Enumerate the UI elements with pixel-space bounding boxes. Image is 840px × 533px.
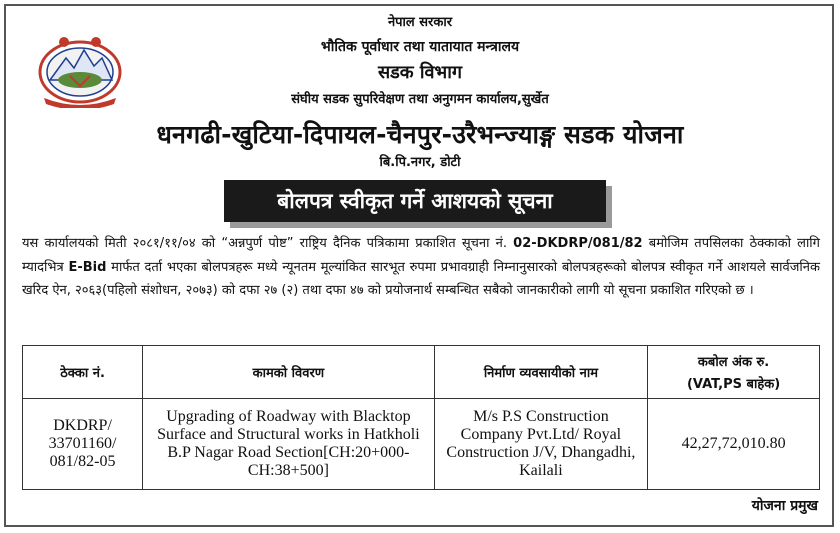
notice-body-part1: यस कार्यालयको मिती २०८१/११/०४ को “अन्नपुर्ण पोष्ट” राष्ट्रिय दैनिक पत्रिकामा प्रकाशित सूचना नं. <box>22 236 514 251</box>
header-amount-note: (VAT,PS बाहेक) <box>686 377 781 392</box>
office-name: संघीय सडक सुपरिवेक्षण तथा अनुगमन कार्यालय,सुर्खेत <box>291 92 549 107</box>
signature-title: योजना प्रमुख <box>751 498 818 514</box>
cell-description: Upgrading of Roadway with Blacktop Surface and Structural works in Hatkholi B.P Nagar Road Section[CH:20+000-CH:38+500] <box>143 399 435 490</box>
table-row <box>23 399 820 490</box>
header-contractor: निर्माण व्यवसायीको नाम <box>434 346 647 399</box>
notice-title-banner: बोलपत्र स्वीकृत गर्ने आशयको सूचना <box>224 180 606 222</box>
notice-body-part2: बमोजिम तपसिलका ठेक्काको लागि म्यादभित्र <box>22 236 820 275</box>
government-name: नेपाल सरकार <box>387 15 453 30</box>
award-table <box>22 345 820 490</box>
header-amount-label: कबोल अंक रु. <box>697 355 770 370</box>
project-title: धनगढी-खुटिया-दिपायल-चैनपुर-उरैभन्ज्याङ्ग सडक योजना <box>156 120 684 149</box>
notice-body <box>22 232 820 303</box>
header-amount <box>648 346 820 399</box>
ministry-name: भौतिक पूर्वाधार तथा यातायात मन्त्रालय <box>320 39 520 55</box>
cell-amount: 42,27,72,010.80 <box>648 399 820 490</box>
cell-contractor: M/s P.S Construction Company Pvt.Ltd/ Royal Construction J/V, Dhangadhi, Kailali <box>434 399 647 490</box>
notice-number: 02-DKDRP/081/82 <box>513 236 643 251</box>
notice-body-part3: मार्फत दर्ता भएका बोलपत्रहरू मध्ये न्यूनतम मूल्यांकित सारभूत रुपमा प्रभावग्राही निम्नानुसारको बोलपत्रहरूको बोलपत्र स्वीकृत गर्ने आशयले सार्वजनिक खरिद ऐन, २०६३(पहिलो संशोधन, २०७३) को दफा २७ (२) तथा दफा ४७ को प्रयोजनार्थ सम्बन्धित सबैको जानकारीको लागी यो सूचना प्रकाशित गरिएको छ । <box>22 259 820 298</box>
header-contract-no: ठेक्का नं. <box>23 346 143 399</box>
project-location: बि.पि.नगर, डोटी <box>379 155 461 170</box>
department-name: सडक विभाग <box>377 62 462 83</box>
table-header-row <box>23 346 820 399</box>
header-description: कामको विवरण <box>143 346 435 399</box>
cell-contract-no: DKDRP/ 33701160/ 081/82-05 <box>23 399 143 490</box>
ebid-label: E-Bid <box>68 259 107 275</box>
